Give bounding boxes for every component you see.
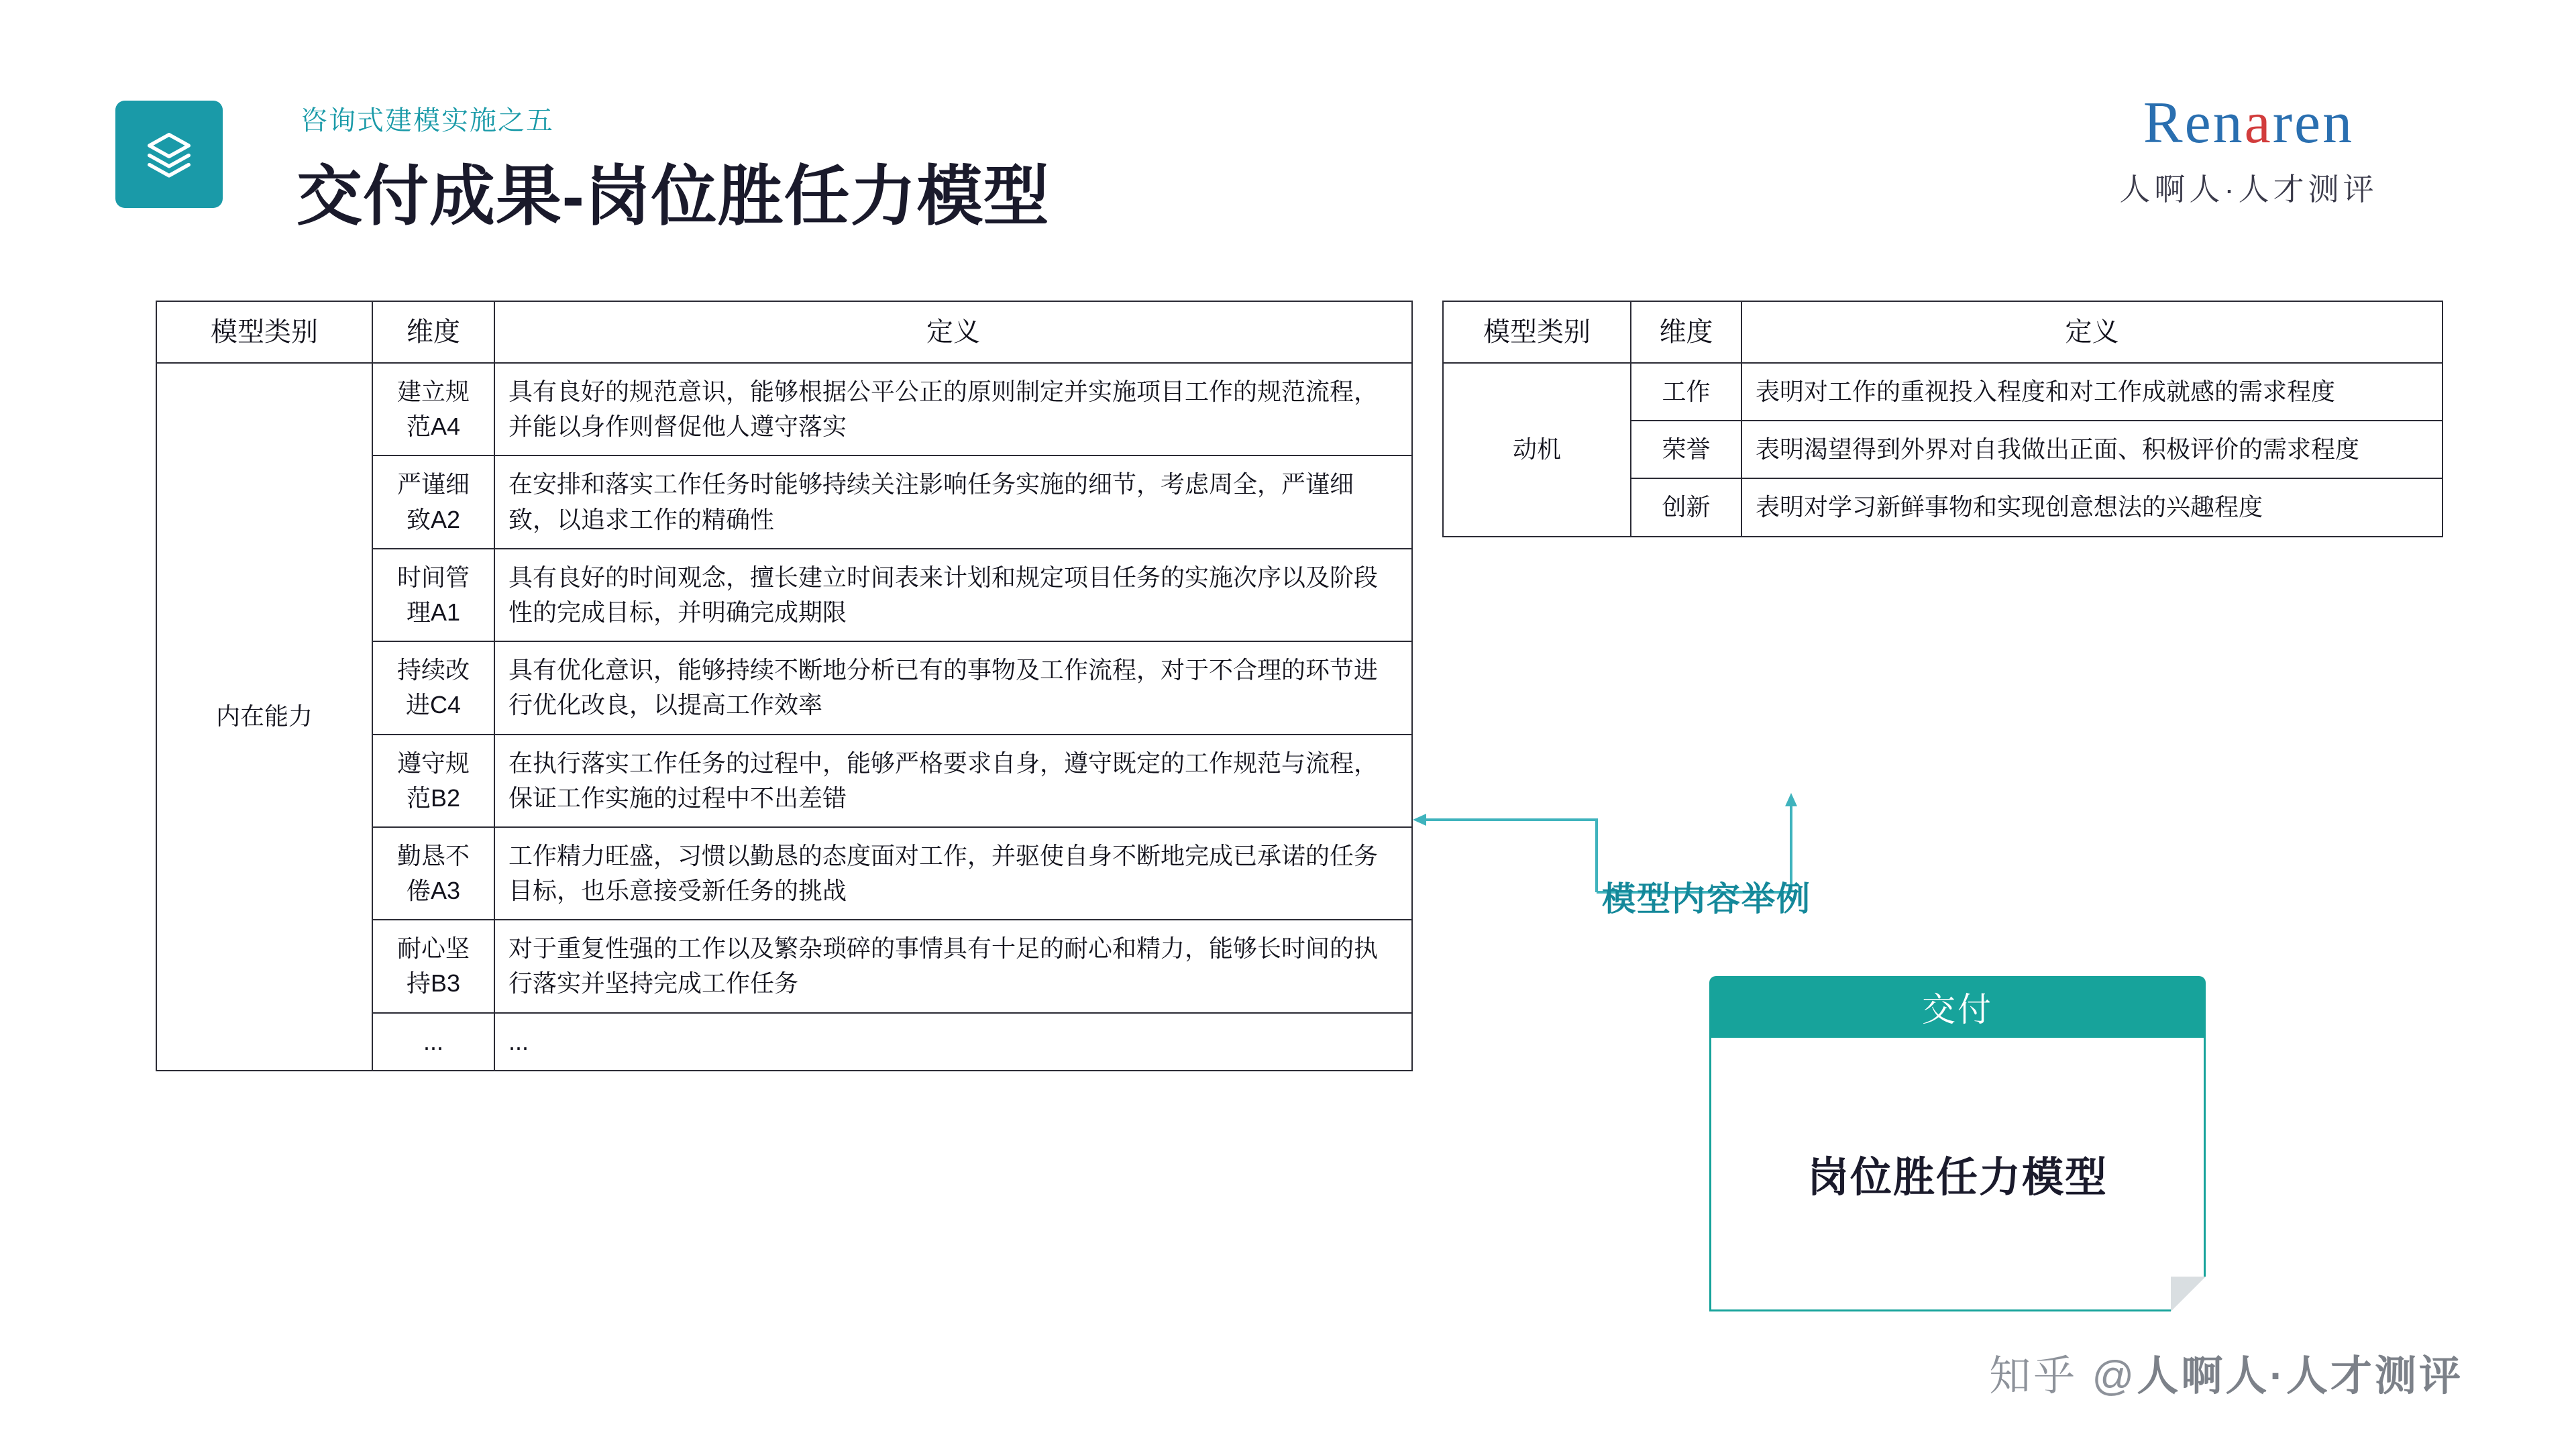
competency-table-right — [1442, 301, 2443, 537]
brand-name-part1: Ren — [2143, 91, 2245, 156]
column-header-definition: 定义 — [1741, 301, 2443, 363]
column-header-dimension: 维度 — [372, 301, 494, 363]
cell-dimension: 严谨细致A2 — [372, 455, 494, 548]
column-header-dimension: 维度 — [1631, 301, 1741, 363]
cell-dimension: 遵守规范B2 — [372, 735, 494, 827]
cell-definition: 对于重复性强的工作以及繁杂琐碎的事情具有十足的耐心和精力，能够长时间的执行落实并坚持完成工作任务 — [494, 920, 1412, 1012]
cell-category: 动机 — [1443, 363, 1631, 537]
cell-definition: ... — [494, 1013, 1412, 1071]
watermark-prefix: 知乎 @ — [1989, 1353, 2137, 1399]
table-row — [156, 363, 1412, 455]
page-title: 交付成果-岗位胜任力模型 — [297, 159, 1050, 233]
table-header-row — [156, 301, 1412, 363]
cell-dimension: 持续改进C4 — [372, 641, 494, 734]
cell-definition: 表明对学习新鲜事物和实现创意想法的兴趣程度 — [1741, 478, 2443, 536]
watermark-name: 人啊人·人才测评 — [2137, 1353, 2463, 1399]
cell-dimension: 耐心坚持B3 — [372, 920, 494, 1012]
cell-dimension: 时间管理A1 — [372, 549, 494, 641]
column-header-definition: 定义 — [494, 301, 1412, 363]
delivery-card-body-text: 岗位胜任力模型 — [1807, 1155, 2108, 1201]
header-eyebrow: 咨询式建模实施之五 — [301, 106, 554, 136]
cell-definition: 在安排和落实工作任务时能够持续关注影响任务实施的细节，考虑周全，严谨细致，以追求工作的精确性 — [494, 455, 1412, 548]
cell-dimension: 创新 — [1631, 478, 1741, 536]
cell-definition: 表明渴望得到外界对自我做出正面、积极评价的需求程度 — [1741, 421, 2443, 478]
table-header-row — [1443, 301, 2443, 363]
slide-header — [0, 0, 2576, 282]
watermark — [1989, 1342, 2463, 1402]
delivery-card — [1709, 976, 2206, 1311]
layers-icon — [115, 101, 223, 208]
delivery-card-body — [1709, 1038, 2206, 1311]
page-fold-icon — [2171, 1277, 2206, 1311]
cell-dimension: 工作 — [1631, 363, 1741, 421]
cell-definition: 具有优化意识，能够持续不断地分析已有的事物及工作流程，对于不合理的环节进行优化改良，以提高工作效率 — [494, 641, 1412, 734]
column-header-category: 模型类别 — [1443, 301, 1631, 363]
cell-definition: 具有良好的规范意识，能够根据公平公正的原则制定并实施项目工作的规范流程，并能以身作则督促他人遵守落实 — [494, 363, 1412, 455]
cell-category: 内在能力 — [156, 363, 372, 1071]
column-header-category: 模型类别 — [156, 301, 372, 363]
competency-table-left — [156, 301, 1413, 1071]
cell-dimension: 勤恳不倦A3 — [372, 827, 494, 920]
callout-label: 模型内容举例 — [1602, 880, 1811, 918]
cell-dimension: 荣誉 — [1631, 421, 1741, 478]
brand-name-part2: ren — [2272, 91, 2355, 156]
cell-dimension: ... — [372, 1013, 494, 1071]
cell-definition: 表明对工作的重视投入程度和对工作成就感的需求程度 — [1741, 363, 2443, 421]
cell-definition: 具有良好的时间观念，擅长建立时间表来计划和规定项目任务的实施次序以及阶段性的完成目标，并明确完成期限 — [494, 549, 1412, 641]
brand-subtitle: 人啊人·人才测评 — [2119, 172, 2378, 207]
cell-dimension: 建立规范A4 — [372, 363, 494, 455]
brand-logo — [2034, 91, 2463, 209]
brand-name — [2034, 91, 2463, 156]
brand-name-accent: a — [2244, 91, 2273, 156]
delivery-card-header: 交付 — [1709, 976, 2206, 1038]
table-row — [1443, 363, 2443, 421]
cell-definition: 工作精力旺盛，习惯以勤恳的态度面对工作，并驱使自身不断地完成已承诺的任务目标，也乐意接受新任务的挑战 — [494, 827, 1412, 920]
cell-definition: 在执行落实工作任务的过程中，能够严格要求自身，遵守既定的工作规范与流程，保证工作实施的过程中不出差错 — [494, 735, 1412, 827]
